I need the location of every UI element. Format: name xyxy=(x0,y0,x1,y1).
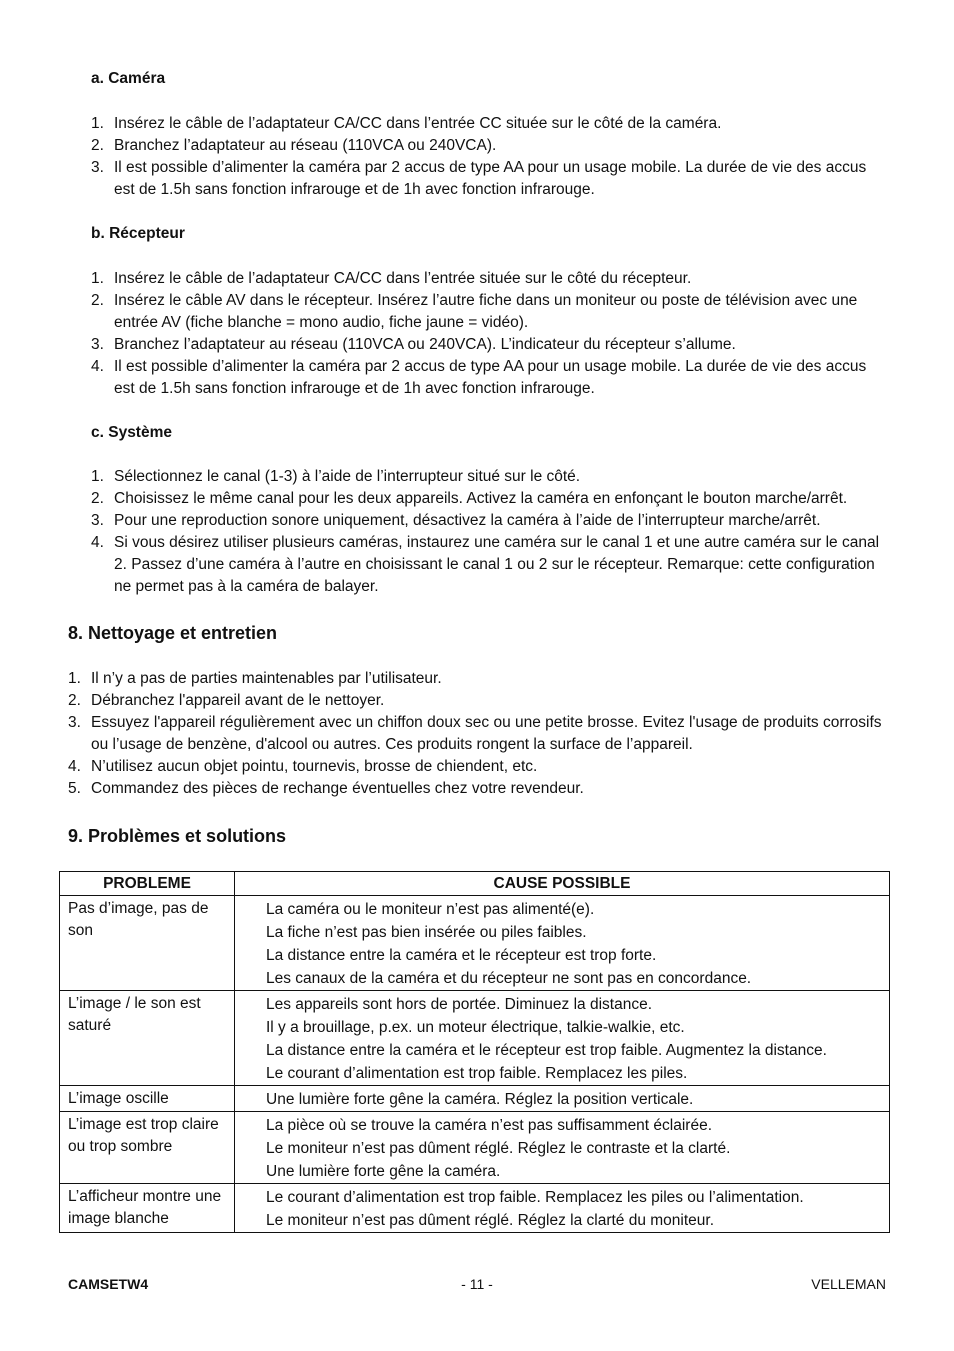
receiver-steps-list xyxy=(91,268,891,400)
cause-cell xyxy=(235,1184,890,1233)
camera-heading: a. Caméra xyxy=(91,70,166,87)
list-item xyxy=(91,532,891,598)
cause-cell xyxy=(235,1112,890,1184)
cause-line: Les appareils sont hors de portée. Diminuez la distance. xyxy=(266,996,652,1013)
table-row xyxy=(60,896,890,991)
item-text: Commandez des pièces de rechange éventuelles chez votre revendeur. xyxy=(91,780,584,797)
item-text: Insérez le câble de l’adaptateur CA/CC dans l’entrée CC située sur le côté de la caméra. xyxy=(114,115,722,132)
list-item xyxy=(91,488,891,510)
table-row xyxy=(60,1184,890,1233)
list-item xyxy=(91,135,891,157)
list-item xyxy=(91,356,891,400)
problem-cell: L’image / le son est saturé xyxy=(60,991,235,1086)
item-text: Branchez l’adaptateur au réseau (110VCA ou 240VCA). xyxy=(114,137,497,154)
cause-line: La pièce où se trouve la caméra n’est pas suffisamment éclairée. xyxy=(266,1117,713,1134)
item-text: Insérez le câble AV dans le récepteur. Insérez l’autre fiche dans un moniteur ou poste de télévision avec une entrée AV (fiche blanche = mono audio, fiche jaune = vidéo). xyxy=(114,292,858,331)
list-item xyxy=(68,690,890,712)
cause-line: Le moniteur n’est pas dûment réglé. Réglez la clarté du moniteur. xyxy=(266,1212,715,1229)
cause-cell xyxy=(235,991,890,1086)
list-item xyxy=(91,113,891,135)
list-item xyxy=(91,157,891,201)
item-text: Branchez l’adaptateur au réseau (110VCA ou 240VCA). L’indicateur du récepteur s’allume. xyxy=(114,336,736,353)
item-number: 4. xyxy=(91,358,104,375)
cause-line: Une lumière forte gêne la caméra. Réglez la position verticale. xyxy=(266,1091,694,1108)
system-heading: c. Système xyxy=(91,424,172,441)
item-number: 2. xyxy=(91,490,104,507)
item-number: 1. xyxy=(68,670,81,687)
cause-line: Les canaux de la caméra et du récepteur ne sont pas en concordance. xyxy=(266,970,752,987)
list-item xyxy=(68,778,890,800)
list-item xyxy=(91,466,891,488)
cause-cell xyxy=(235,1086,890,1112)
item-number: 1. xyxy=(91,468,104,485)
list-item xyxy=(91,290,891,334)
table-row xyxy=(60,1086,890,1112)
list-item xyxy=(91,268,891,290)
item-text: Essuyez l'appareil régulièrement avec un chiffon doux sec ou une petite brosse. Evitez l'usage de produits corrosifs ou l’usage de benzène, d'alcool ou autres. Ces produits rongent la surface de l’appareil. xyxy=(91,714,882,753)
item-number: 4. xyxy=(91,534,104,551)
table-row xyxy=(60,1112,890,1184)
item-number: 2. xyxy=(91,137,104,154)
cause-line: Le courant d’alimentation est trop faible. Remplacez les piles ou l’alimentation. xyxy=(266,1189,804,1206)
cause-line: La distance entre la caméra et le récepteur est trop forte. xyxy=(266,947,657,964)
list-item xyxy=(91,334,891,356)
item-text: Choisissez le même canal pour les deux appareils. Activez la caméra en enfonçant le bouton marche/arrêt. xyxy=(114,490,848,507)
camera-steps-list xyxy=(91,113,891,201)
problem-cell: L’afficheur montre une image blanche xyxy=(60,1184,235,1233)
cleaning-steps-list xyxy=(68,668,890,800)
footer-page-number: - 11 - xyxy=(461,1276,493,1292)
item-number: 3. xyxy=(91,336,104,353)
cause-line: Une lumière forte gêne la caméra. xyxy=(266,1163,501,1180)
item-text: Si vous désirez utiliser plusieurs caméras, instaurez une caméra sur le canal 1 et une autre caméra sur le canal 2. Passez d’une caméra à l’autre en choisissant le canal 1 ou 2 sur le récepteur. Remarque: cette configuration ne permet pas à la caméra de balayer. xyxy=(114,534,880,595)
problem-cell: Pas d’image, pas de son xyxy=(60,896,235,991)
item-number: 4. xyxy=(68,758,81,775)
item-number: 5. xyxy=(68,780,81,797)
item-number: 2. xyxy=(91,292,104,309)
cause-line: Il y a brouillage, p.ex. un moteur électrique, talkie-walkie, etc. xyxy=(266,1019,685,1036)
table-row xyxy=(60,991,890,1086)
item-text: Il est possible d’alimenter la caméra par 2 accus de type AA pour un usage mobile. La durée de vie des accus est de 1.5h sans fonction infrarouge et de 1h avec fonction infrarouge. xyxy=(114,358,867,397)
item-text: N’utilisez aucun objet pointu, tournevis, brosse de chiendent, etc. xyxy=(91,758,538,775)
item-text: Insérez le câble de l’adaptateur CA/CC dans l’entrée située sur le côté du récepteur. xyxy=(114,270,692,287)
footer-model: CAMSETW4 xyxy=(68,1276,149,1292)
item-text: Il n’y a pas de parties maintenables par l’utilisateur. xyxy=(91,670,442,687)
list-item xyxy=(68,668,890,690)
list-item xyxy=(68,756,890,778)
problem-cell: L’image est trop claire ou trop sombre xyxy=(60,1112,235,1184)
cause-line: La distance entre la caméra et le récepteur est trop faible. Augmentez la distance. xyxy=(266,1042,827,1059)
item-text: Pour une reproduction sonore uniquement, désactivez la caméra à l’aide de l’interrupteur marche/arrêt. xyxy=(114,512,821,529)
problem-cell: L’image oscille xyxy=(60,1086,235,1112)
list-item xyxy=(91,510,891,532)
item-number: 3. xyxy=(91,512,104,529)
column-header-cause: CAUSE POSSIBLE xyxy=(235,872,890,896)
cause-cell xyxy=(235,896,890,991)
item-number: 2. xyxy=(68,692,81,709)
column-header-problem: PROBLEME xyxy=(60,872,235,896)
item-number: 1. xyxy=(91,115,104,132)
item-number: 3. xyxy=(68,714,81,731)
item-text: Sélectionnez le canal (1-3) à l’aide de l’interrupteur situé sur le côté. xyxy=(114,468,581,485)
cause-line: Le moniteur n’est pas dûment réglé. Réglez le contraste et la clarté. xyxy=(266,1140,731,1157)
table-header-row xyxy=(60,872,890,896)
item-text: Il est possible d’alimenter la caméra par 2 accus de type AA pour un usage mobile. La durée de vie des accus est de 1.5h sans fonction infrarouge et de 1h avec fonction infrarouge. xyxy=(114,159,867,198)
item-number: 1. xyxy=(91,270,104,287)
footer-brand: VELLEMAN xyxy=(811,1276,886,1292)
cleaning-section-title: 8. Nettoyage et entretien xyxy=(68,623,278,643)
receiver-heading: b. Récepteur xyxy=(91,225,185,242)
cause-line: La fiche n’est pas bien insérée ou piles faibles. xyxy=(266,924,587,941)
item-number: 3. xyxy=(91,159,104,176)
troubleshooting-section-title: 9. Problèmes et solutions xyxy=(68,826,287,846)
system-steps-list xyxy=(91,466,891,598)
cause-line: Le courant d’alimentation est trop faible. Remplacez les piles. xyxy=(266,1065,688,1082)
cause-line: La caméra ou le moniteur n’est pas alimenté(e). xyxy=(266,901,595,918)
item-text: Débranchez l'appareil avant de le nettoyer. xyxy=(91,692,385,709)
troubleshooting-table xyxy=(59,871,890,1233)
list-item xyxy=(68,712,890,756)
